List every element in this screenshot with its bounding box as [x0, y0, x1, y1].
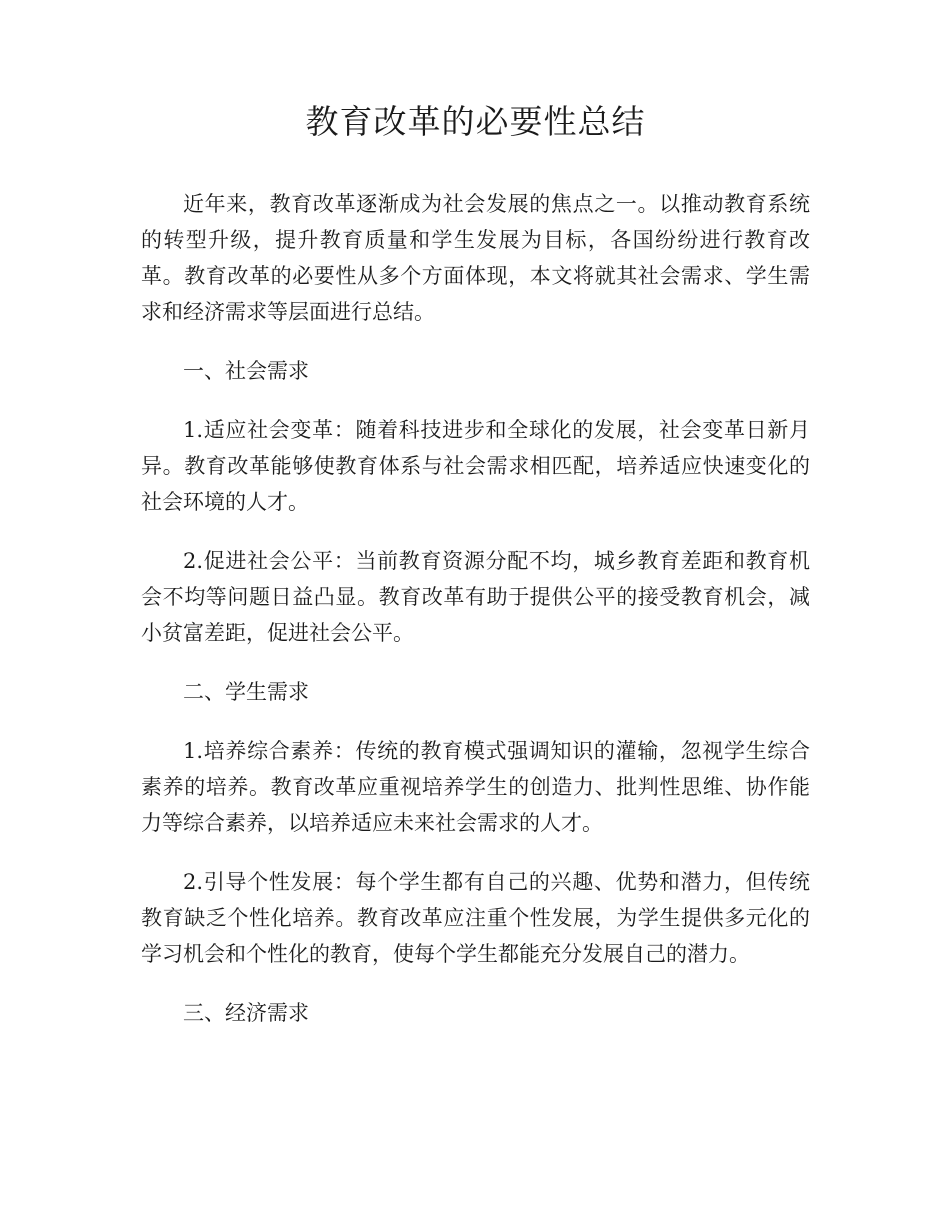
- student-item-1: 1.培养综合素养：传统的教育模式强调知识的灌输，忽视学生综合素养的培养。教育改革应重视培养学生的创造力、批判性思维、协作能力等综合素养，以培养适应未来社会需求的人才。: [141, 739, 810, 835]
- intro-paragraph: 近年来，教育改革逐渐成为社会发展的焦点之一。以推动教育系统的转型升级，提升教育质量和学生发展为目标，各国纷纷进行教育改革。教育改革的必要性从多个方面体现，本文将就其社会需求、学生需求和经济需求等层面进行总结。: [141, 192, 810, 324]
- section-heading-student: 二、学生需求: [183, 680, 309, 704]
- document-title: 教育改革的必要性总结: [305, 102, 646, 141]
- student-item-2: 2.引导个性发展：每个学生都有自己的兴趣、优势和潜力，但传统教育缺乏个性化培养。教育改革应注重个性发展，为学生提供多元化的学习机会和个性化的教育，使每个学生都能充分发展自己的潜力。: [141, 870, 810, 966]
- section-heading-social: 一、社会需求: [183, 359, 309, 383]
- section-heading-economic: 三、经济需求: [183, 1001, 309, 1025]
- social-item-1: 1.适应社会变革：随着科技进步和全球化的发展，社会变革日新月异。教育改革能够使教育体系与社会需求相匹配，培养适应快速变化的社会环境的人才。: [141, 418, 810, 514]
- social-item-2: 2.促进社会公平：当前教育资源分配不均，城乡教育差距和教育机会不均等问题日益凸显。教育改革有助于提供公平的接受教育机会，减小贫富差距，促进社会公平。: [141, 549, 810, 645]
